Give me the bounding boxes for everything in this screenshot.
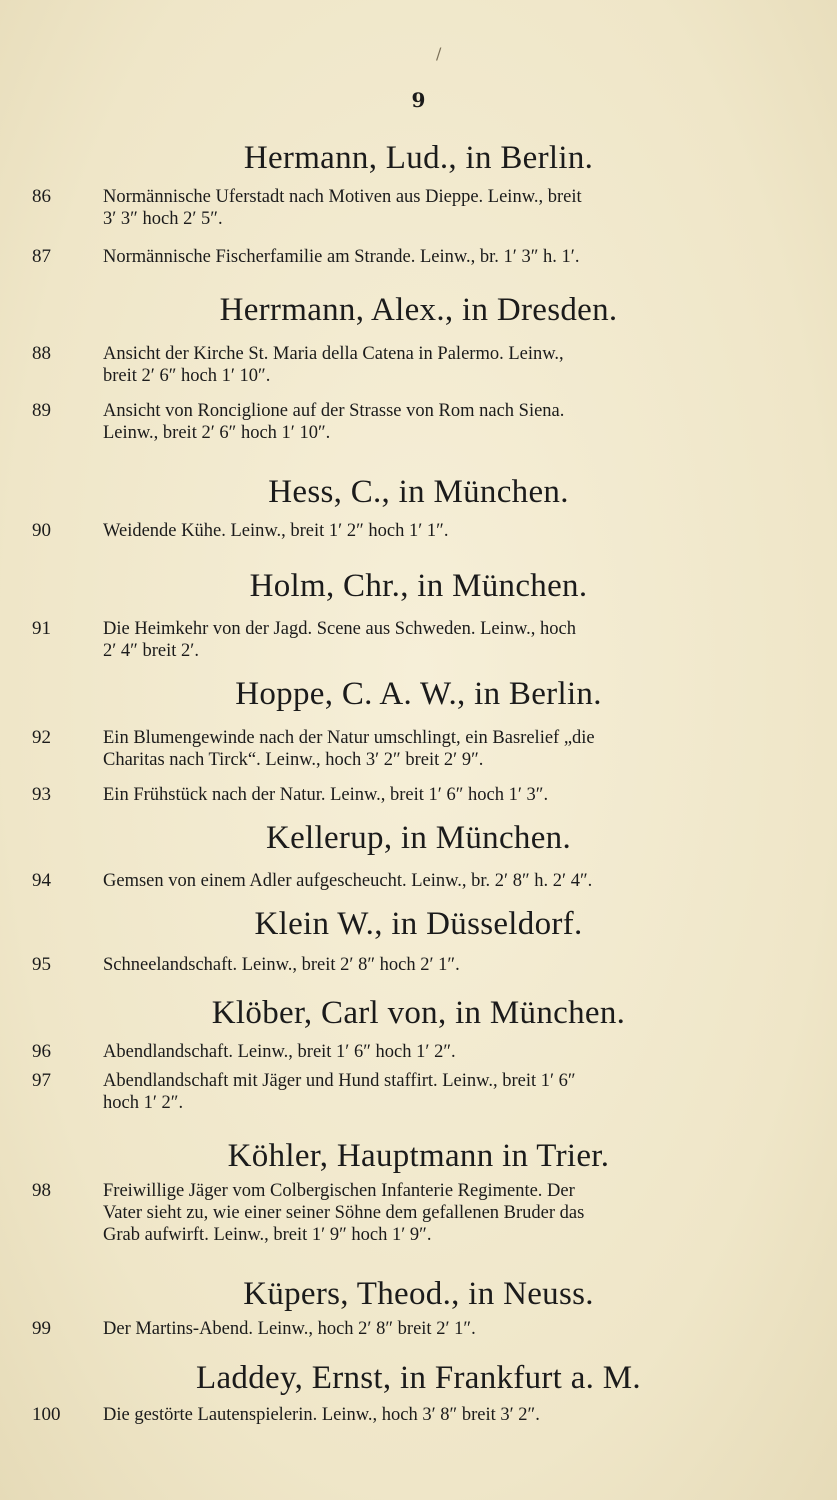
artist-heading: Klöber, Carl von, in München.	[211, 995, 626, 1031]
entry-number: 91	[32, 618, 51, 639]
entry-description: Freiwillige Jäger vom Colbergischen Infanterie Regimente. Der Vater sieht zu, wie einer seiner Söhne dem gefallenen Bruder das Grab aufwirft. Leinw., breit 1′ 9″ hoch 1′ 9″.	[103, 1181, 585, 1245]
entry-number: 86	[32, 186, 51, 207]
artist-heading: Hoppe, C. A. W., in Berlin.	[235, 676, 602, 712]
entry-description: Gemsen von einem Adler aufgescheucht. Leinw., br. 2′ 8″ h. 2′ 4″.	[103, 871, 593, 891]
artist-heading: Holm, Chr., in München.	[249, 568, 588, 604]
entry-description: Die Heimkehr von der Jagd. Scene aus Schweden. Leinw., hoch 2′ 4″ breit 2′.	[103, 619, 576, 661]
artist-heading: Laddey, Ernst, in Frankfurt a. M.	[196, 1360, 641, 1396]
artist-heading: Hess, C., in München.	[268, 474, 569, 510]
entry-number: 98	[32, 1180, 51, 1201]
entry-number: 94	[32, 870, 51, 891]
pencil-mark: /	[436, 44, 442, 63]
entry-number: 92	[32, 727, 51, 748]
entry-number: 87	[32, 246, 51, 267]
artist-heading: Küpers, Theod., in Neuss.	[243, 1276, 594, 1312]
entry-description: Normännische Uferstadt nach Motiven aus Dieppe. Leinw., breit 3′ 3″ hoch 2′ 5″.	[103, 187, 582, 229]
entry-description: Die gestörte Lautenspielerin. Leinw., hoch 3′ 8″ breit 3′ 2″.	[103, 1405, 540, 1425]
entry-description: Weidende Kühe. Leinw., breit 1′ 2″ hoch 1′ 1″.	[103, 521, 449, 541]
entry-description: Schneelandschaft. Leinw., breit 2′ 8″ hoch 2′ 1″.	[103, 955, 460, 975]
entry-number: 96	[32, 1041, 51, 1062]
entry-description: Ein Frühstück nach der Natur. Leinw., breit 1′ 6″ hoch 1′ 3″.	[103, 785, 549, 805]
page-number: 9	[411, 88, 426, 112]
entry-description: Normännische Fischerfamilie am Strande. Leinw., br. 1′ 3″ h. 1′.	[103, 247, 580, 267]
artist-heading: Kellerup, in München.	[265, 820, 572, 856]
entry-description: Abendlandschaft mit Jäger und Hund staffirt. Leinw., breit 1′ 6″ hoch 1′ 2″.	[103, 1071, 576, 1113]
artist-heading: Herrmann, Alex., in Dresden.	[219, 292, 618, 328]
entry-description: Ein Blumengewinde nach der Natur umschlingt, ein Basrelief „die Charitas nach Tirck“. Leinw., hoch 3′ 2″ breit 2′ 9″.	[103, 728, 595, 770]
entry-description: Abendlandschaft. Leinw., breit 1′ 6″ hoch 1′ 2″.	[103, 1042, 456, 1062]
entry-description: Ansicht der Kirche St. Maria della Catena in Palermo. Leinw., breit 2′ 6″ hoch 1′ 10″.	[103, 344, 564, 386]
entry-number: 89	[32, 400, 51, 421]
entry-number: 95	[32, 954, 51, 975]
entry-number: 90	[32, 520, 51, 541]
entry-number: 88	[32, 343, 51, 364]
artist-heading: Köhler, Hauptmann in Trier.	[227, 1138, 610, 1174]
entry-number: 97	[32, 1070, 51, 1091]
artist-heading: Klein W., in Düsseldorf.	[254, 906, 583, 942]
entry-number: 99	[32, 1318, 51, 1339]
entry-number: 100	[32, 1404, 61, 1425]
entry-number: 93	[32, 784, 51, 805]
entry-description: Der Martins-Abend. Leinw., hoch 2′ 8″ breit 2′ 1″.	[103, 1319, 476, 1339]
artist-heading: Hermann, Lud., in Berlin.	[243, 140, 594, 176]
entry-description: Ansicht von Ronciglione auf der Strasse von Rom nach Siena. Leinw., breit 2′ 6″ hoch 1′ 10″.	[103, 401, 565, 443]
